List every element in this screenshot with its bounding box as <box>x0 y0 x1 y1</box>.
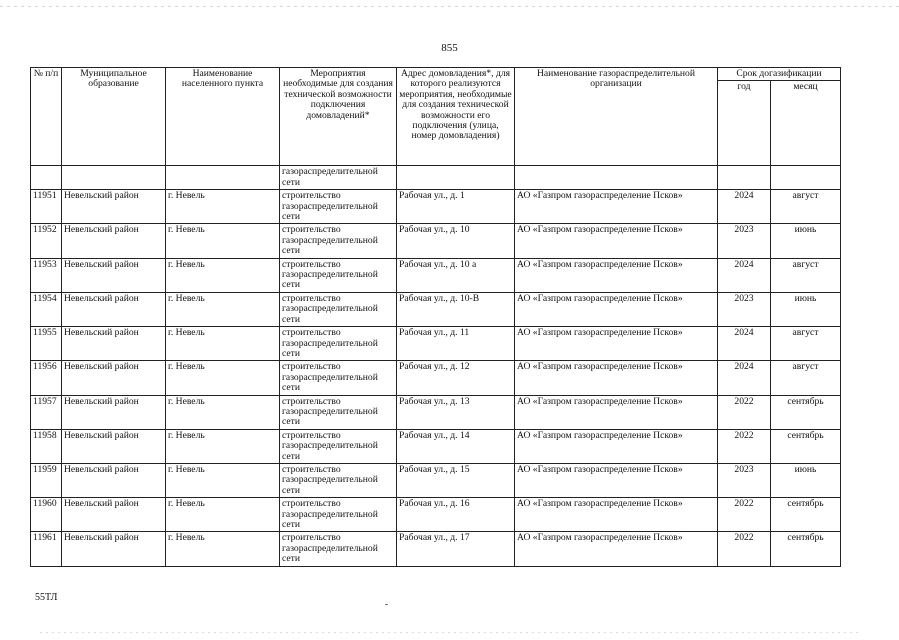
cell-no: 11954 <box>31 292 62 326</box>
cell-locality: г. Невель <box>166 292 280 326</box>
cell-municipality: Невельский район <box>62 463 166 497</box>
table-row <box>31 498 841 532</box>
header-month: месяц <box>771 81 841 166</box>
cell-activity: строительство газораспределительной сети <box>280 224 397 258</box>
cell-locality: г. Невель <box>166 463 280 497</box>
page-number: 855 <box>441 42 458 54</box>
cell-address: Рабочая ул., д. 11 <box>397 327 515 361</box>
cell-address: Рабочая ул., д. 10 а <box>397 258 515 292</box>
cell-municipality: Невельский район <box>62 224 166 258</box>
cell-municipality: Невельский район <box>62 498 166 532</box>
cell-no: 11953 <box>31 258 62 292</box>
cell-address: Рабочая ул., д. 1 <box>397 190 515 224</box>
header-address: Адрес домовладения*, для которого реализуются мероприятия, необходимые для создания технической возможности его подключения (улица, номер домовладения) <box>397 68 515 166</box>
cell-address: Рабочая ул., д. 10 <box>397 224 515 258</box>
table-row <box>31 429 841 463</box>
cell-activity: строительство газораспределительной сети <box>280 498 397 532</box>
cell-address: Рабочая ул., д. 15 <box>397 463 515 497</box>
cell-locality: г. Невель <box>166 532 280 566</box>
header-organization: Наименование газораспределительной организации <box>515 68 718 166</box>
cell-locality: г. Невель <box>166 190 280 224</box>
cell-organization: АО «Газпром газораспределение Псков» <box>515 395 718 429</box>
cell-year: 2024 <box>718 327 771 361</box>
cell-year: 2023 <box>718 463 771 497</box>
cell-municipality: Невельский район <box>62 429 166 463</box>
cell-organization: АО «Газпром газораспределение Псков» <box>515 327 718 361</box>
cell-organization: АО «Газпром газораспределение Псков» <box>515 292 718 326</box>
cell-month: сентябрь <box>771 395 841 429</box>
cell-month: август <box>771 327 841 361</box>
cell-organization: АО «Газпром газораспределение Псков» <box>515 463 718 497</box>
cell-month: июнь <box>771 292 841 326</box>
cell-month: сентябрь <box>771 498 841 532</box>
table-row <box>31 190 841 224</box>
cell-year: 2023 <box>718 292 771 326</box>
header-no: № п/п <box>31 68 62 166</box>
cell-organization: АО «Газпром газораспределение Псков» <box>515 258 718 292</box>
cell-year: 2023 <box>718 224 771 258</box>
cell-address: Рабочая ул., д. 14 <box>397 429 515 463</box>
cell-year: 2022 <box>718 395 771 429</box>
cell-month: август <box>771 258 841 292</box>
cell-organization: АО «Газпром газораспределение Псков» <box>515 224 718 258</box>
cell-no: 11959 <box>31 463 62 497</box>
cell-locality: г. Невель <box>166 258 280 292</box>
scan-mark <box>385 604 388 605</box>
cell-no: 11960 <box>31 498 62 532</box>
cell-no: 11956 <box>31 361 62 395</box>
cell-municipality: Невельский район <box>62 327 166 361</box>
scan-artifact-top <box>0 6 899 7</box>
cell-organization: АО «Газпром газораспределение Псков» <box>515 361 718 395</box>
cell-address: Рабочая ул., д. 12 <box>397 361 515 395</box>
cell-activity: строительство газораспределительной сети <box>280 532 397 566</box>
table-row-continuation <box>31 166 841 190</box>
cell-month: июнь <box>771 463 841 497</box>
cell-address: Рабочая ул., д. 16 <box>397 498 515 532</box>
cell-locality: г. Невель <box>166 327 280 361</box>
header-deadline: Срок догазификации <box>718 68 841 81</box>
cell-organization: АО «Газпром газораспределение Псков» <box>515 190 718 224</box>
cell-year: 2022 <box>718 532 771 566</box>
cell-locality: г. Невель <box>166 498 280 532</box>
table-row <box>31 395 841 429</box>
cell-year: 2024 <box>718 258 771 292</box>
cell-month: сентябрь <box>771 532 841 566</box>
cell-activity: строительство газораспределительной сети <box>280 463 397 497</box>
cell-activity: строительство газораспределительной сети <box>280 190 397 224</box>
header-activity: Мероприятия необходимые для создания технической возможности подключения домовладений* <box>280 68 397 166</box>
cell-organization: АО «Газпром газораспределение Псков» <box>515 498 718 532</box>
cell-organization: АО «Газпром газораспределение Псков» <box>515 532 718 566</box>
cell-activity: строительство газораспределительной сети <box>280 327 397 361</box>
header-locality: Наименование населенного пункта <box>166 68 280 166</box>
cell-activity: строительство газораспределительной сети <box>280 361 397 395</box>
cell-municipality: Невельский район <box>62 190 166 224</box>
table-row <box>31 224 841 258</box>
cell-address: Рабочая ул., д. 13 <box>397 395 515 429</box>
cell-municipality: Невельский район <box>62 532 166 566</box>
cell-locality: г. Невель <box>166 361 280 395</box>
cell-no: 11952 <box>31 224 62 258</box>
continuation-cell: газораспределительной сети <box>280 166 397 190</box>
header-year: год <box>718 81 771 166</box>
gasification-table <box>30 67 841 567</box>
cell-year: 2024 <box>718 190 771 224</box>
cell-activity: строительство газораспределительной сети <box>280 429 397 463</box>
cell-address: Рабочая ул., д. 17 <box>397 532 515 566</box>
cell-activity: строительство газораспределительной сети <box>280 292 397 326</box>
table-row <box>31 532 841 566</box>
cell-month: сентябрь <box>771 429 841 463</box>
cell-municipality: Невельский район <box>62 258 166 292</box>
cell-no: 11958 <box>31 429 62 463</box>
cell-month: август <box>771 361 841 395</box>
cell-no: 11957 <box>31 395 62 429</box>
cell-activity: строительство газораспределительной сети <box>280 395 397 429</box>
cell-year: 2022 <box>718 429 771 463</box>
cell-no: 11961 <box>31 532 62 566</box>
cell-locality: г. Невель <box>166 224 280 258</box>
cell-municipality: Невельский район <box>62 395 166 429</box>
cell-activity: строительство газораспределительной сети <box>280 258 397 292</box>
cell-locality: г. Невель <box>166 395 280 429</box>
table-row <box>31 327 841 361</box>
cell-municipality: Невельский район <box>62 361 166 395</box>
table-row <box>31 258 841 292</box>
cell-address: Рабочая ул., д. 10-В <box>397 292 515 326</box>
footer-code: 55ТЛ <box>35 592 58 603</box>
cell-year: 2022 <box>718 498 771 532</box>
table-row <box>31 361 841 395</box>
cell-month: июнь <box>771 224 841 258</box>
cell-month: август <box>771 190 841 224</box>
table-row <box>31 292 841 326</box>
scan-artifact-bottom <box>40 632 860 633</box>
cell-municipality: Невельский район <box>62 292 166 326</box>
cell-locality: г. Невель <box>166 429 280 463</box>
cell-year: 2024 <box>718 361 771 395</box>
cell-no: 11951 <box>31 190 62 224</box>
cell-organization: АО «Газпром газораспределение Псков» <box>515 429 718 463</box>
cell-no: 11955 <box>31 327 62 361</box>
header-municipality: Муниципальное образование <box>62 68 166 166</box>
table-row <box>31 463 841 497</box>
